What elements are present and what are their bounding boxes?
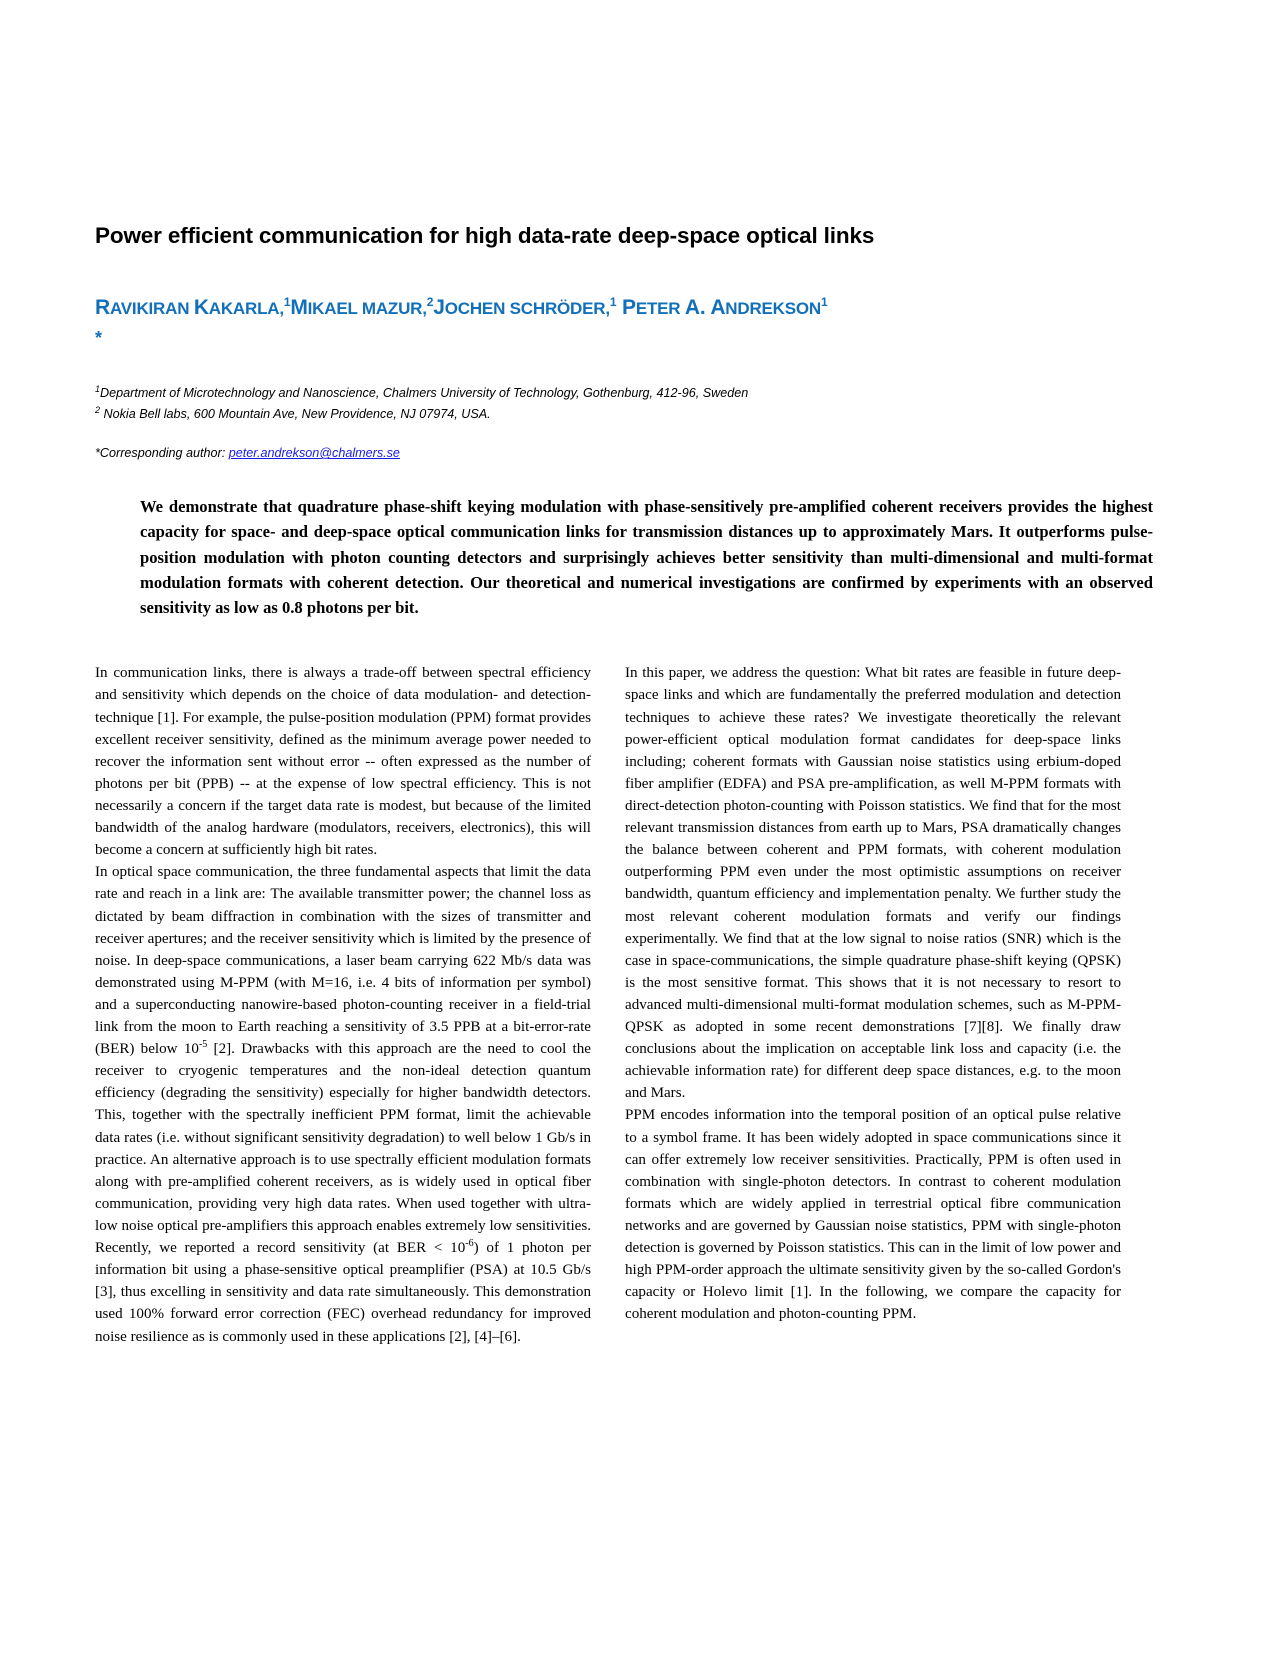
affiliations-block [95, 383, 1185, 424]
author-3-initial: J [433, 296, 445, 320]
affiliation-2-marker: 2 [95, 404, 101, 415]
ber-exponent-1: -5 [198, 1039, 208, 1051]
author-4-initial: P [622, 296, 636, 320]
author-2-initial: M [290, 296, 308, 320]
author-4-middle-initial: A. A [684, 296, 726, 320]
author-1-givenname: AVIKIRAN [109, 299, 194, 319]
paragraph-2-part-b: [2]. Drawbacks with this approach are the need to cool the receiver to cryogenic temperatures and the non-ideal detection quantum efficiency (degrading the sensitivity) especially for higher bandwidth detectors. This, together with the spectrally inefficient PPM format, limit the achievable data rates (i.e. without significant sensitivity degradation) to well below 1 Gb/s in practice. An alternative approach is to use spectrally efficient modulation formats along with pre-amplified coherent receivers, as is widely used in optical fiber communication, providing very high data rates. When used together with ultra-low noise optical pre-amplifiers this approach enables extremely low sensitivities. Recently, we reported a record sensitivity (at BER < 10 [95, 1041, 591, 1257]
corresponding-author-email-link[interactable]: peter.andrekson@chalmers.se [228, 446, 400, 461]
paragraph-optical-space-communication [95, 861, 591, 1347]
author-1-initial: R [95, 296, 110, 320]
page-title: Power efficient communication for high data-rate deep-space optical links [95, 223, 875, 248]
author-3-name: OCHEN SCHRÖDER, [444, 299, 610, 319]
author-4-givenname: ETER [635, 299, 685, 319]
left-column [95, 662, 591, 1347]
affiliation-2-text: Nokia Bell labs, 600 Mountain Ave, New Providence, NJ 07974, USA. [100, 406, 491, 421]
corresponding-author-line [95, 446, 1185, 460]
paragraph-ppm-description: PPM encodes information into the temporal position of an optical pulse relative to a symbol frame. It has been widely adopted in space communications since it can offer extremely low receiver sensitivities. Practically, PPM is often used in combination with single-photon detectors. In contrast to coherent modulation formats which are widely applied in terrestrial optical fibre communication networks and are governed by Gaussian noise statistics, PPM with single-photon detection is governed by Poisson statistics. This can in the limit of low power and high PPM-order approach the ultimate sensitivity given by the so-called Gordon's capacity or Holevo limit [1]. In the following, we compare the capacity for coherent modulation and photon-counting PPM. [625, 1107, 1121, 1323]
title-block [95, 0, 1185, 250]
right-column [625, 662, 1121, 1347]
author-3-affiliation-marker: 1 [609, 295, 617, 310]
affiliation-1 [95, 383, 1185, 403]
affiliation-2 [95, 404, 1185, 424]
abstract-text: We demonstrate that quadrature phase-shift keying modulation with phase-sensitively pre-amplified coherent receivers provides the highest capacity for space- and deep-space optical communication links for transmission distances up to approximately Mars. It outperforms pulse-position modulation with photon counting detectors and surprisingly achieves better sensitivity than multi-dimensional and multi-format modulation formats with coherent detection. Our theoretical and numerical investigations are confirmed by experiments with an observed sensitivity as low as 0.8 photons per bit. [140, 497, 1153, 618]
paragraph-intro-tradeoff: In communication links, there is always a trade-off between spectral efficiency and sensitivity which depends on the choice of data modulation- and detection-technique [1]. For example, the pulse-position modulation (PPM) format provides excellent receiver sensitivity, defined as the minimum average power needed to recover the information sent without error -- often expressed as the number of photons per bit (PPB) -- at the expense of low spectral efficiency. This is not necessarily a concern if the target data rate is modest, but because of the limited bandwidth of the analog hardware (modulators, receivers, electronics), this will become a concern at sufficiently high bit rates. [95, 665, 591, 859]
corresponding-author-marker: * [95, 328, 103, 349]
author-4-affiliation-marker: 1 [820, 295, 828, 310]
author-list [95, 294, 1185, 321]
affiliation-1-text: Department of Microtechnology and Nanoscience, Chalmers University of Technology, Gothenburg, 412-96, Sweden [100, 386, 749, 401]
affiliation-1-marker: 1 [95, 384, 101, 395]
author-4-surname: NDREKSON [725, 299, 821, 319]
paragraph-2-part-c: ) of 1 photon per information bit using a phase-sensitive optical preamplifier (PSA) at 10.5 Gb/s [3], thus excelling in sensitivity and data rate simultaneously. This demonstration used 100% forward error correction (FEC) overhead redundancy for improved noise resilience as is commonly used in these applications [2], [4]–[6]. [95, 1240, 591, 1345]
author-2-affiliation-marker: 2 [426, 295, 434, 310]
paragraph-paper-scope: In this paper, we address the question: What bit rates are feasible in future deep-space links and which are fundamentally the preferred modulation and detection techniques to achieve these rates? We investigate theoretically the relevant power-efficient optical modulation format candidates for deep-space links including; coherent formats with Gaussian noise statistics using erbium-doped fiber amplifier (EDFA) and PSA pre-amplification, as well M-PPM formats with direct-detection photon-counting with Poisson statistics. We find that for the most relevant transmission distances from earth up to Mars, PSA dramatically changes the balance between coherent and PPM formats, with coherent modulation outperforming PPM even under the most optimistic assumptions on receiver bandwidth, quantum efficiency and implementation penalty. We further study the most relevant coherent modulation formats and verify our findings experimentally. We find that at the low signal to noise ratios (SNR) which is the case in space-communications, the simple quadrature phase-shift keying (QPSK) is the most sensitive format. This shows that it is not necessary to resort to advanced multi-dimensional multi-format modulation schemes, such as M-PPM-QPSK as adopted in some recent demonstrations [7][8]. We finally draw conclusions about the implication on acceptable link loss and capacity (i.e. the achievable information rate) for different deep space distances, e.g. to the moon and Mars. [625, 665, 1121, 1102]
author-2-name: IKAEL MAZUR, [307, 299, 427, 319]
author-1-surname-initial: K [193, 296, 209, 320]
body-columns [95, 662, 1185, 1347]
paragraph-2-part-a: In optical space communication, the three fundamental aspects that limit the data rate and reach in a link are: The available transmitter power; the channel loss as dictated by beam diffraction in combination with the sizes of transmitter and receiver apertures; and the receiver sensitivity which is limited by the presence of noise. In deep-space communications, a laser beam carrying 622 Mb/s data was demonstrated using M-PPM (with M=16, i.e. 4 bits of information per symbol) and a superconducting nanowire-based photon-counting receiver in a field-trial link from the moon to Earth reaching a sensitivity of 3.5 PPB at a bit-error-rate (BER) below 10 [95, 864, 591, 1058]
authors-block [95, 294, 1185, 347]
ber-exponent-2: -6 [465, 1238, 474, 1250]
author-1-affiliation-marker: 1 [283, 295, 291, 310]
author-1-surname: AKARLA, [208, 299, 284, 319]
corresponding-author-label: *Corresponding author: [95, 446, 229, 461]
